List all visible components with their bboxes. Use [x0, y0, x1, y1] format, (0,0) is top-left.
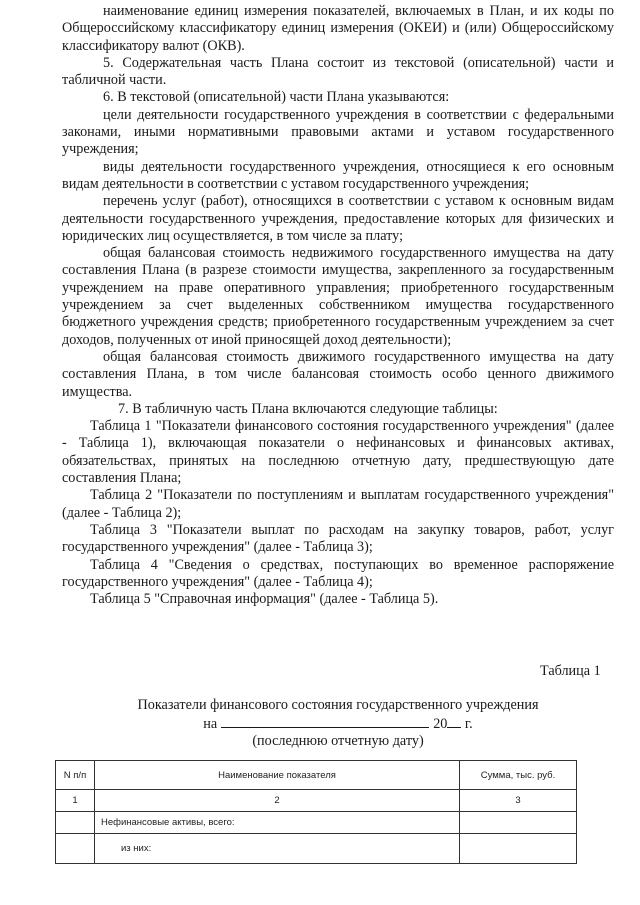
year-suffix: г.	[464, 715, 473, 732]
paragraph: 7. В табличную часть Плана включаются следующие таблицы:	[118, 400, 498, 417]
row-number-cell	[56, 812, 95, 834]
header-cell-number: N п/п	[56, 761, 95, 790]
row-sum-cell	[460, 812, 577, 834]
paragraph: Таблица 4 "Сведения о средствах, поступающих во временное распоряжение государственного учреждения" (далее - Таблица 4);	[62, 556, 614, 590]
paragraph: виды деятельности государственного учреждения, относящиеся к его основным видам деятельности в соответствии с уставом государственного учреждения;	[62, 158, 614, 192]
table-header-row	[56, 761, 577, 790]
date-line	[62, 715, 614, 734]
table-heading	[62, 697, 614, 751]
year-blank	[447, 715, 461, 728]
table-numbering-row	[56, 790, 577, 812]
numbering-cell: 3	[460, 790, 577, 812]
paragraph: 6. В текстовой (описательной) части Плана указываются:	[103, 89, 450, 106]
paragraph: Таблица 5 "Справочная информация" (далее - Таблица 5).	[90, 591, 439, 608]
paragraph: общая балансовая стоимость движимого государственного имущества на дату составления Плана, в том числе балансовая стоимость особо ценного движимого имущества.	[62, 348, 614, 400]
row-name-cell: Нефинансовые активы, всего:	[95, 812, 460, 834]
numbering-cell: 1	[56, 790, 95, 812]
table-row	[56, 812, 577, 834]
numbering-cell: 2	[95, 790, 460, 812]
paragraph: наименование единиц измерения показателей, включаемых в План, и их коды по Общероссийскому классификатору единиц измерения (ОКЕИ) и (или) Общероссийскому классификатору валют (ОКВ).	[62, 3, 614, 54]
year-prefix: 20	[433, 715, 448, 732]
table-title: Показатели финансового состояния государственного учреждения	[137, 697, 539, 713]
row-number-cell	[56, 834, 95, 864]
paragraph: Таблица 1 "Показатели финансового состояния государственного учреждения" (далее - Таблица 1), включающая показатели о нефинансовых и финансовых активах, обязательствах, принятых на последнюю отчетную дату, предшествующую дате составления Плана;	[62, 418, 614, 487]
table-label: Таблица 1	[540, 663, 601, 679]
paragraph: перечень услуг (работ), относящихся в соответствии с уставом к основным видам деятельности государственного учреждения, предоставление которых для физических и юридических лиц осуществляется, в том числе за плату;	[62, 193, 614, 244]
paragraph: Таблица 2 "Показатели по поступлениям и выплатам государственного учреждения" (далее - Таблица 2);	[62, 487, 614, 521]
row-sum-cell	[460, 834, 577, 864]
paragraph: 5. Содержательная часть Плана состоит из текстовой (описательной) части и табличной части.	[62, 54, 614, 89]
row-name-cell: из них:	[95, 834, 460, 864]
paragraph: цели деятельности государственного учреждения в соответствии с федеральными законами, иными нормативными правовыми актами и уставом государственного учреждения;	[62, 106, 614, 158]
header-cell-name: Наименование показателя	[95, 761, 460, 790]
indicators-table	[55, 760, 577, 864]
date-blank	[221, 715, 429, 728]
date-note: (последнюю отчетную дату)	[252, 733, 424, 749]
header-cell-sum: Сумма, тыс. руб.	[460, 761, 577, 790]
document-body	[62, 3, 614, 608]
paragraph: Таблица 3 "Показатели выплат по расходам на закупку товаров, работ, услуг государственного учреждения" (далее - Таблица 3);	[62, 521, 614, 556]
paragraph: общая балансовая стоимость недвижимого государственного имущества на дату составления Плана (в разрезе стоимости имущества, закрепленного за государственным учреждением на праве оперативного управления; приобретенного государственным учреждением за счет выделенных собственником имущества государственного бюджетного учреждения средств; приобретенного государственным учреждением за счет доходов, полученных от иной приносящей доход деятельности);	[62, 245, 614, 348]
date-prefix: на	[203, 715, 218, 732]
table-row	[56, 834, 577, 864]
